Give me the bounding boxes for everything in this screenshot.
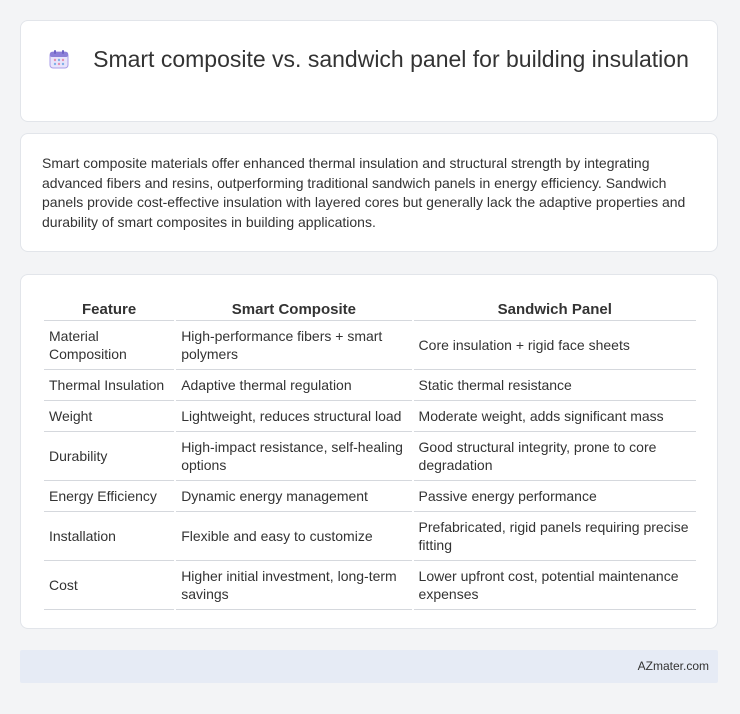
feature-cell: Installation — [44, 512, 174, 561]
description-text: Smart composite materials offer enhanced thermal insulation and structural strength by integrating advanced fibers and resins, outperforming traditional sandwich panels in energy efficiency. Sandwich panels provide cost-effective insulation with layered cores but generally lack the adaptive properties and durability of smart composites in building applications. — [42, 155, 686, 230]
table-row — [44, 512, 696, 561]
sandwich-panel-cell: Passive energy performance — [414, 481, 696, 512]
sandwich-panel-cell: Core insulation + rigid face sheets — [414, 321, 696, 370]
feature-cell: Durability — [44, 432, 174, 481]
smart-composite-cell: Flexible and easy to customize — [176, 512, 411, 561]
header-smart-composite: Smart Composite — [176, 295, 411, 321]
header-sandwich-panel: Sandwich Panel — [414, 295, 696, 321]
smart-composite-cell: Adaptive thermal regulation — [176, 370, 411, 401]
feature-cell: Thermal Insulation — [44, 370, 174, 401]
feature-cell: Weight — [44, 401, 174, 432]
sandwich-panel-cell: Good structural integrity, prone to core degradation — [414, 432, 696, 481]
comparison-card — [20, 274, 718, 629]
feature-cell: Cost — [44, 561, 174, 610]
table-row — [44, 432, 696, 481]
feature-cell: Energy Efficiency — [44, 481, 174, 512]
table-row — [44, 321, 696, 370]
footer-brand[interactable]: AZmater.com — [637, 659, 709, 673]
smart-composite-cell: Dynamic energy management — [176, 481, 411, 512]
table-row — [44, 401, 696, 432]
page-title: Smart composite vs. sandwich panel for building insulation — [93, 46, 689, 72]
footer — [20, 650, 718, 683]
description-card — [20, 133, 718, 252]
sandwich-panel-cell: Static thermal resistance — [414, 370, 696, 401]
table-row — [44, 481, 696, 512]
feature-cell: Material Composition — [44, 321, 174, 370]
header-feature: Feature — [44, 295, 174, 321]
table-row — [44, 561, 696, 610]
sandwich-panel-cell: Moderate weight, adds significant mass — [414, 401, 696, 432]
smart-composite-cell: High-impact resistance, self-healing options — [176, 432, 411, 481]
smart-composite-cell: Higher initial investment, long-term savings — [176, 561, 411, 610]
smart-composite-cell: Lightweight, reduces structural load — [176, 401, 411, 432]
sandwich-panel-cell: Lower upfront cost, potential maintenance expenses — [414, 561, 696, 610]
table-row — [44, 370, 696, 401]
page-title-row — [21, 45, 717, 74]
smart-composite-cell: High-performance fibers + smart polymers — [176, 321, 411, 370]
table-header-row — [44, 295, 696, 321]
title-card — [20, 20, 718, 122]
calendar-icon — [49, 49, 69, 69]
sandwich-panel-cell: Prefabricated, rigid panels requiring precise fitting — [414, 512, 696, 561]
comparison-table — [42, 295, 698, 610]
